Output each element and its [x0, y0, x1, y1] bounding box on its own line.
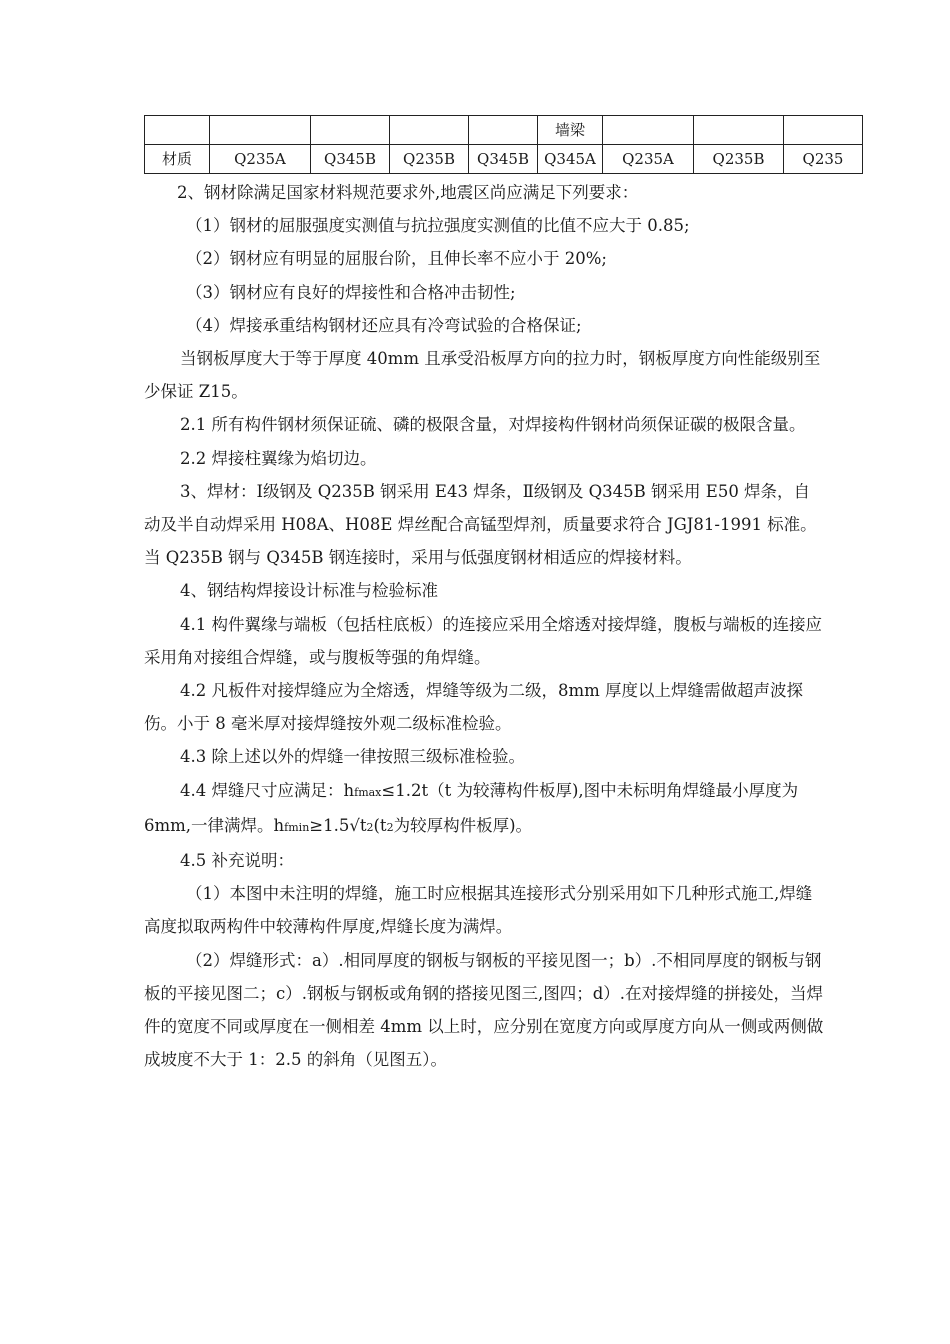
text-run: 4.4 焊缝尺寸应满足：h: [180, 780, 355, 800]
table-cell: [603, 116, 694, 145]
table-cell: [145, 116, 210, 145]
paragraph: 4.3 除上述以外的焊缝一律按照三级标准检验。: [180, 747, 525, 767]
subscript: 2: [366, 820, 374, 834]
body-text: [144, 176, 824, 1076]
table-row: [145, 116, 863, 145]
paragraph: 4、钢结构焊接设计标准与检验标准: [180, 581, 438, 601]
text-run: 为较厚构件板厚)。: [393, 815, 533, 835]
paragraph: 2.2 焊接柱翼缘为焰切边。: [180, 448, 377, 468]
table-cell: [390, 116, 469, 145]
table-cell: Q235B: [694, 145, 784, 174]
table-cell: Q235B: [390, 145, 469, 174]
paragraph: 2、钢材除满足国家材料规范要求外,地震区尚应满足下列要求：: [177, 183, 639, 202]
paragraph: 3、焊材：Ⅰ级钢及 Q235B 钢采用 E43 焊条，Ⅱ级钢及 Q345B 钢采用 E50 焊条，自动及半自动焊采用 H08A、H08E 焊丝配合高锰型焊剂，质量要求符合 JGJ81-1991 标准。当 Q235B 钢与 Q345B 钢连接时，采用与低强度钢材相适应的焊接材料。: [144, 481, 817, 568]
table-cell: Q235A: [210, 145, 311, 174]
paragraph: （1）本图中未注明的焊缝，施工时应根据其连接形式分别采用如下几种形式施工,焊缝高度拟取两构件中较薄构件厚度,焊缝长度为满焊。: [144, 884, 813, 937]
table-cell: Q235: [784, 145, 863, 174]
material-table: [144, 115, 863, 174]
table-row: [145, 145, 863, 174]
table-cell: [210, 116, 311, 145]
paragraph: （4）焊接承重结构钢材还应具有冷弯试验的合格保证;: [186, 315, 582, 335]
paragraph: [144, 774, 824, 844]
paragraph: （2）焊缝形式：a）.相同厚度的钢板与钢板的平接见图一；b）.不相同厚度的钢板与钢板的平接见图二；c）.钢板与钢板或角钢的搭接见图三,图四；d）.在对接焊缝的拼接处，当焊件的宽度不同或厚度在一侧相差 4mm 以上时，应分别在宽度方向或厚度方向从一侧或两侧做成坡度不大于 1：2.5 的斜角（见图五）。: [144, 950, 824, 1070]
table-cell: Q345B: [469, 145, 538, 174]
table-cell: 墙梁: [538, 116, 603, 145]
table-cell: Q235A: [603, 145, 694, 174]
text-run: (t: [373, 815, 387, 835]
paragraph: （3）钢材应有良好的焊接性和合格冲击韧性;: [186, 282, 516, 302]
table-cell: [694, 116, 784, 145]
paragraph: （2）钢材应有明显的屈服台阶，且伸长率不应小于 20%;: [186, 249, 607, 269]
paragraph: 2.1 所有构件钢材须保证硫、磷的极限含量，对焊接构件钢材尚须保证碳的极限含量。: [180, 415, 806, 435]
table-cell: Q345B: [311, 145, 390, 174]
subscript: fmax: [354, 785, 382, 799]
text-run: ≥1.5√t: [309, 815, 367, 835]
paragraph: 4.2 凡板件对接焊缝应为全熔透，焊缝等级为二级，8mm 厚度以上焊缝需做超声波探伤。小于 8 毫米厚对接焊缝按外观二级标准检验。: [144, 681, 804, 734]
table-cell: [469, 116, 538, 145]
paragraph: 当钢板厚度大于等于厚度 40mm 且承受沿板厚方向的拉力时，钢板厚度方向性能级别至少保证 Z15。: [144, 349, 821, 402]
subscript: fmin: [284, 820, 310, 834]
table-cell: 材质: [145, 145, 210, 174]
table-cell: [784, 116, 863, 145]
table-cell: [311, 116, 390, 145]
paragraph: 4.1 构件翼缘与端板（包括柱底板）的连接应采用全熔透对接焊缝，腹板与端板的连接应采用角对接组合焊缝，或与腹板等强的角焊缝。: [144, 614, 822, 667]
table-cell: Q345A: [538, 145, 603, 174]
paragraph: 4.5 补充说明：: [180, 851, 294, 871]
paragraph: （1）钢材的屈服强度实测值与抗拉强度实测值的比值不应大于 0.85;: [186, 216, 690, 236]
text-run: ≤1.2t（t 为较薄构件板厚),图中未标明角焊缝最小厚度为 6mm,一律满焊。h: [144, 780, 799, 835]
subscript: 2: [386, 820, 394, 834]
